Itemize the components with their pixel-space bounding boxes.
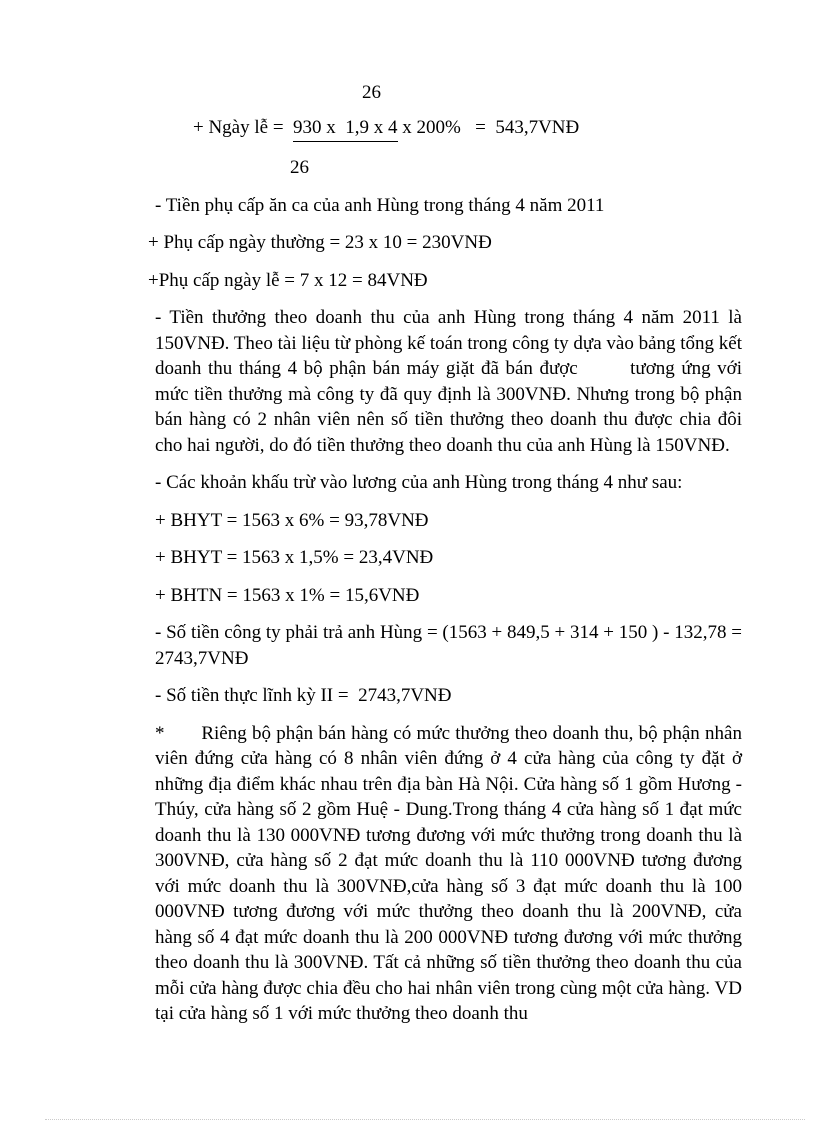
- paragraph-deduction-bhyt-15: + BHYT = 1563 x 1,5% = 23,4VNĐ: [155, 547, 434, 568]
- paragraph-allowance-holiday: +Phụ cấp ngày lễ = 7 x 12 = 84VNĐ: [148, 269, 428, 291]
- paragraph-net-pay-period-2: - Số tiền thực lĩnh kỳ II = 2743,7VNĐ: [155, 685, 452, 706]
- paragraph-deduction-bhyt-6: + BHYT = 1563 x 6% = 93,78VNĐ: [155, 509, 429, 531]
- page-content: [148, 0, 747, 1027]
- paragraph-sales-dept-note: * Riêng bộ phận bán hàng có mức thưởng theo doanh thu, bộ phận nhân viên đứng cửa hàng có 8 nhân viên đứng ở 4 cửa hàng của công ty đặt ở những địa điểm khác nhau trên địa bàn Hà Nội. Cửa hàng số 1 gồm Hương - Thúy, cửa hàng số 2 gồm Huệ - Dung.Trong tháng 4 cửa hàng số 1 đạt mức doanh thu là 130 000VNĐ tương đương với mức thưởng trong doanh thu là 300VNĐ, cửa hàng số 2 đạt mức doanh thu là 110 000VNĐ tương đương với mức doanh thu là 300VNĐ,cửa hàng số 3 đạt mức doanh thu là 100 000VNĐ tương đương với mức thưởng theo doanh thu là 200VNĐ, cửa hàng số 4 đạt mức doanh thu là 200 000VNĐ tương đương với mức thưởng theo doanh thu là 300VNĐ. Tất cả những số tiền thưởng theo doanh thu của mỗi cửa hàng được chia đều cho hai nhân viên trong cùng một cửa hàng. VD tại cửa hàng số 1 với mức thưởng theo doanh thu: [155, 722, 747, 1024]
- page-bottom-divider: [45, 1119, 805, 1120]
- paragraph-company-total-pay: - Số tiền công ty phải trả anh Hùng = (1563 + 849,5 + 314 + 150 ) - 132,78 = 2743,7VNĐ: [155, 622, 747, 669]
- formula-multiplier: x 200%: [397, 116, 461, 138]
- paragraph-deduction-bhtn-1: + BHTN = 1563 x 1% = 15,6VNĐ: [155, 584, 420, 606]
- paragraph-meal-allowance-heading: - Tiền phụ cấp ăn ca của anh Hùng trong tháng 4 năm 2011: [155, 194, 605, 216]
- formula-denominator: 26: [290, 157, 309, 178]
- page-number: 26: [362, 82, 381, 103]
- holiday-pay-formula: [155, 115, 742, 181]
- formula-line: [193, 115, 742, 141]
- paragraph-deductions-heading: - Các khoản khấu trừ vào lương của anh Hùng trong tháng 4 như sau:: [155, 472, 683, 493]
- formula-prefix: + Ngày lễ =: [193, 116, 294, 138]
- paragraph-allowance-normal-day: + Phụ cấp ngày thường = 23 x 10 = 230VNĐ: [148, 232, 492, 253]
- formula-numerator: 930 x 1,9 x 4: [293, 117, 398, 142]
- formula-result: = 543,7VNĐ: [460, 116, 580, 138]
- paragraph-revenue-bonus: - Tiền thưởng theo doanh thu của anh Hùng trong tháng 4 năm 2011 là 150VNĐ. Theo tài liệu từ phòng kế toán trong công ty dựa vào bảng tổng kết doanh thu tháng 4 bộ phận bán máy giặt đã bán được tương ứng với mức tiền thưởng mà công ty đã quy định là 300VNĐ. Nhưng trong bộ phận bán hàng có 2 nhân viên nên số tiền thưởng theo doanh thu được chia đôi cho hai người, do đó tiền thưởng theo doanh thu của anh Hùng là 150VNĐ.: [155, 307, 747, 456]
